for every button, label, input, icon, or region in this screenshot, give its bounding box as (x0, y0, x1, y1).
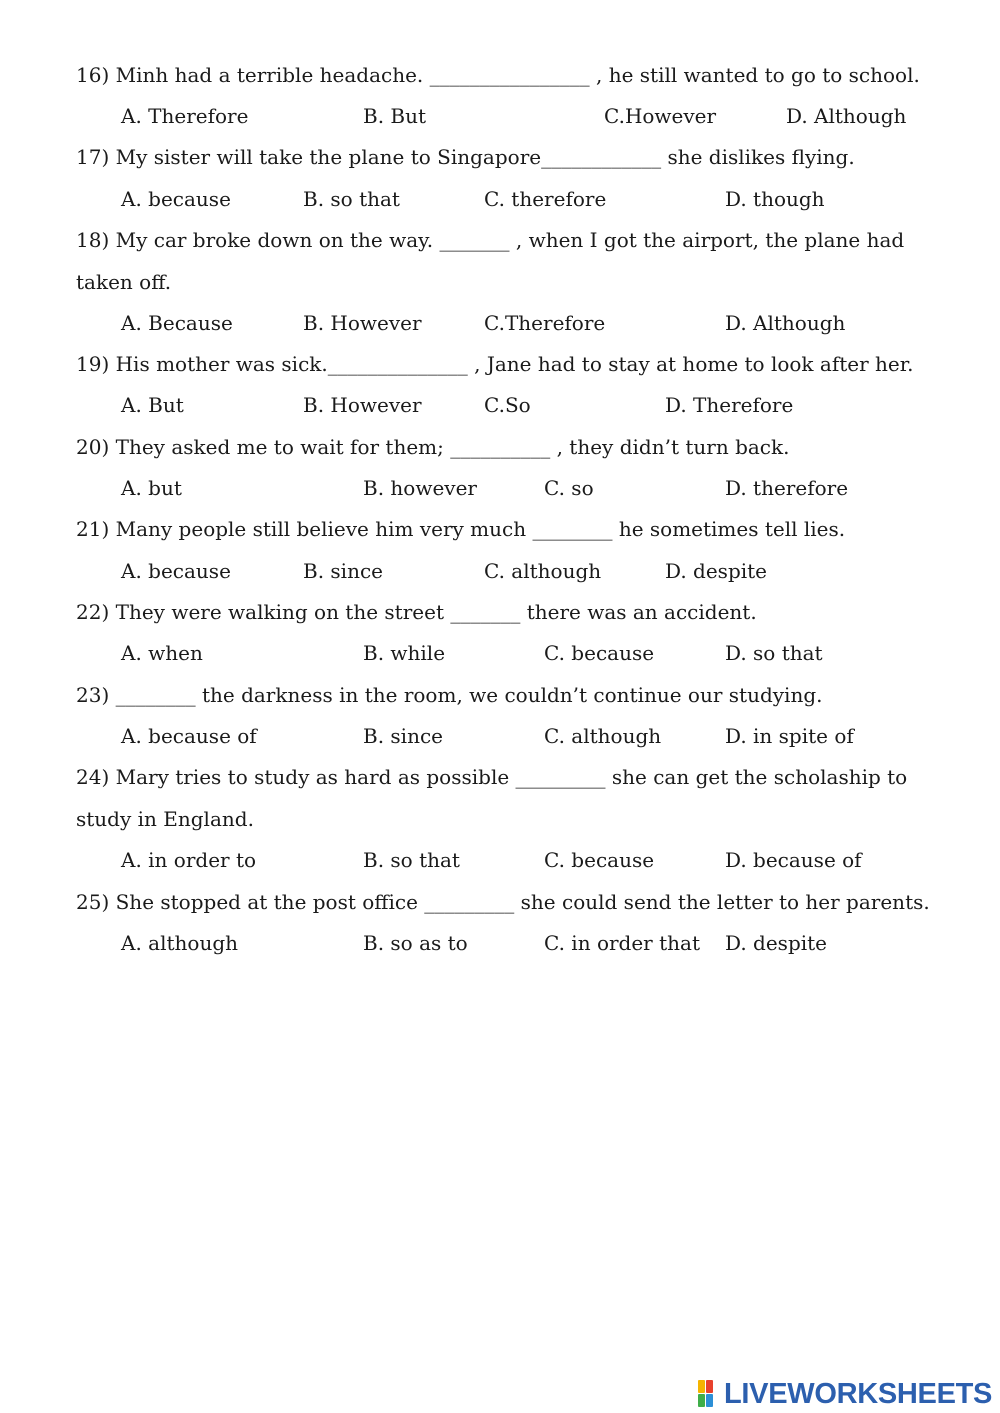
option-25-d[interactable]: D. despite (725, 931, 828, 955)
question-23: 23) ________ the darkness in the room, we couldn’t continue our studying. (76, 683, 823, 707)
option-20-b[interactable]: B. however (363, 476, 477, 500)
question-25: 25) She stopped at the post office _________ she could send the letter to her parents. (76, 890, 930, 914)
option-18-c[interactable]: C.Therefore (484, 311, 606, 335)
option-24-c[interactable]: C. because (544, 848, 655, 872)
option-21-d[interactable]: D. despite (665, 559, 768, 583)
question-20: 20) They asked me to wait for them; __________ , they didn’t turn back. (76, 435, 790, 459)
option-20-a[interactable]: A. but (121, 476, 182, 500)
option-17-c[interactable]: C. therefore (484, 187, 607, 211)
question-24-continued: study in England. (76, 807, 254, 831)
option-18-b[interactable]: B. However (303, 311, 422, 335)
liveworksheets-logo (698, 1378, 992, 1410)
option-23-c[interactable]: C. although (544, 724, 662, 748)
option-22-d[interactable]: D. so that (725, 641, 823, 665)
option-24-d[interactable]: D. because of (725, 848, 862, 872)
question-24: 24) Mary tries to study as hard as possible _________ she can get the scholaship to (76, 765, 908, 789)
logo-text: LIVEWORKSHEETS (724, 1377, 993, 1410)
option-22-b[interactable]: B. while (363, 641, 446, 665)
option-25-a[interactable]: A. although (121, 931, 239, 955)
option-21-b[interactable]: B. since (303, 559, 383, 583)
option-16-c[interactable]: C.However (604, 104, 717, 128)
option-21-a[interactable]: A. because (121, 559, 231, 583)
option-23-d[interactable]: D. in spite of (725, 724, 854, 748)
option-21-c[interactable]: C. although (484, 559, 602, 583)
option-22-c[interactable]: C. because (544, 641, 655, 665)
option-22-a[interactable]: A. when (121, 641, 203, 665)
option-20-c[interactable]: C. so (544, 476, 594, 500)
option-19-a[interactable]: A. But (121, 393, 184, 417)
option-24-a[interactable]: A. in order to (121, 848, 257, 872)
liveworksheets-logo-icon (698, 1380, 722, 1408)
option-18-a[interactable]: A. Because (121, 311, 233, 335)
option-17-b[interactable]: B. so that (303, 187, 400, 211)
option-17-d[interactable]: D. though (725, 187, 825, 211)
option-20-d[interactable]: D. therefore (725, 476, 849, 500)
option-23-b[interactable]: B. since (363, 724, 443, 748)
option-25-c[interactable]: C. in order that (544, 931, 700, 955)
question-19: 19) His mother was sick.______________ , Jane had to stay at home to look after her. (76, 352, 914, 376)
question-17: 17) My sister will take the plane to Singapore____________ she dislikes flying. (76, 145, 855, 169)
option-17-a[interactable]: A. because (121, 187, 231, 211)
option-16-d[interactable]: D. Although (786, 104, 907, 128)
option-16-b[interactable]: B. But (363, 104, 427, 128)
option-19-d[interactable]: D. Therefore (665, 393, 794, 417)
option-19-b[interactable]: B. However (303, 393, 422, 417)
option-18-d[interactable]: D. Although (725, 311, 846, 335)
option-19-c[interactable]: C.So (484, 393, 531, 417)
option-24-b[interactable]: B. so that (363, 848, 460, 872)
option-23-a[interactable]: A. because of (121, 724, 257, 748)
question-22: 22) They were walking on the street _______ there was an accident. (76, 600, 757, 624)
question-21: 21) Many people still believe him very much ________ he sometimes tell lies. (76, 517, 846, 541)
question-18-continued: taken off. (76, 270, 172, 294)
option-25-b[interactable]: B. so as to (363, 931, 468, 955)
question-18: 18) My car broke down on the way. _______ , when I got the airport, the plane had (76, 228, 905, 252)
question-16: 16) Minh had a terrible headache. ________________ , he still wanted to go to school. (76, 63, 920, 87)
option-16-a[interactable]: A. Therefore (121, 104, 249, 128)
